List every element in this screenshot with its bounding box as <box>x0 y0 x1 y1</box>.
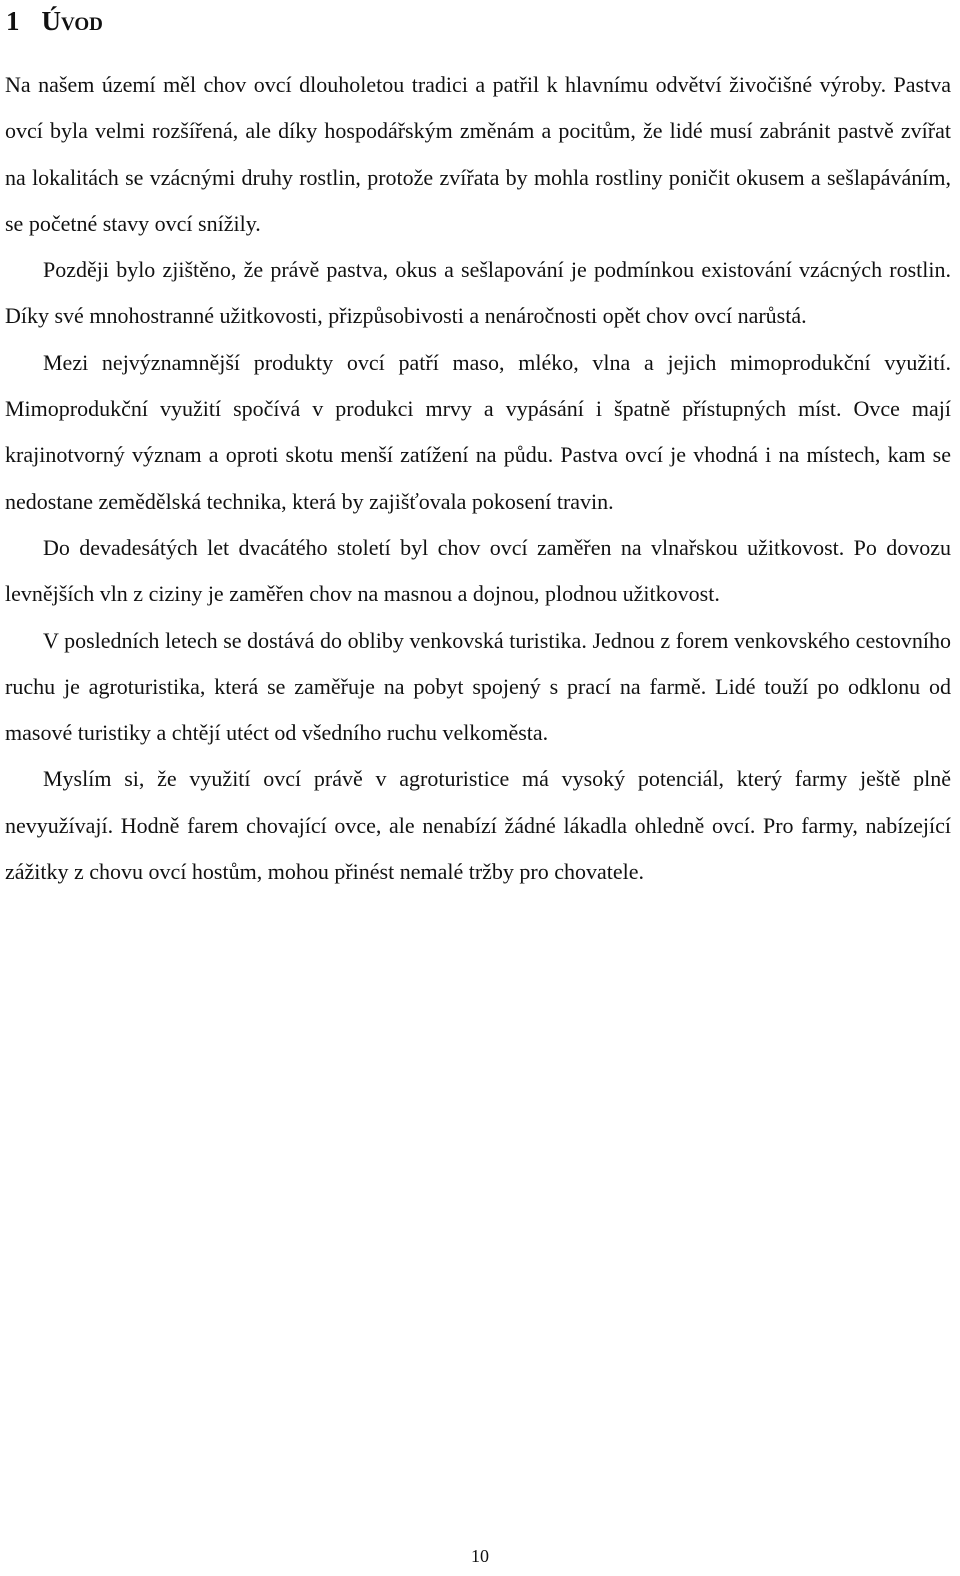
chapter-title: Úvod <box>41 6 103 36</box>
paragraph-opinion: Myslím si, že využití ovcí právě v agroturistice má vysoký potenciál, který farmy ještě plně nevyužívají. Hodně farem chovající ovce, ale nenabízí žádné lákadla ohledně ovcí. Pro farmy, nabízející zážitky z chovu ovcí hostům, mohou přinést nemalé tržby pro chovatele. <box>5 766 951 885</box>
chapter-heading <box>6 4 103 38</box>
paragraph-products: Mezi nejvýznamnější produkty ovcí patří maso, mléko, vlna a jejich mimoprodukční využití. Mimoprodukční využití spočívá v produkci mrvy a vypásání i špatně přístupných míst. Ovce mají krajinotvorný význam a oproti skotu menší zatížení na půdu. Pastva ovcí je vhodná i na místech, kam se nedostane zemědělská technika, která by zajišťovala pokosení travin. <box>5 349 951 514</box>
chapter-body <box>5 62 951 895</box>
paragraph-intro: Na našem území měl chov ovcí dlouholetou tradici a patřil k hlavnímu odvětví živočišné výroby. Pastva ovcí byla velmi rozšířená, ale díky hospodářským změnám a pocitům, že lidé musí zabránit pastvě zvířat na lokalitách se vzácnými druhy rostlin, protože zvířata by mohla rostliny poničit okusem a sešlapáváním, se početné stavy ovcí snížily. <box>5 72 951 236</box>
paragraph-tourism: V posledních letech se dostává do obliby venkovská turistika. Jednou z forem venkovského cestovního ruchu je agroturistika, která se zaměřuje na pobyt spojený s prací na farmě. Lidé touží po odklonu od masové turistiky a chtějí utéct od všedního ruchu velkoměsta. <box>5 627 951 746</box>
paragraph-discovery: Později bylo zjištěno, že právě pastva, okus a sešlapování je podmínkou existování vzácných rostlin. Díky své mnohostranné užitkovosti, přizpůsobivosti a nenáročnosti opět chov ovcí narůstá. <box>5 257 951 329</box>
chapter-number: 1 <box>6 6 20 36</box>
paragraph-history: Do devadesátých let dvacátého století byl chov ovcí zaměřen na vlnařskou užitkovost. Po dovozu levnějších vln z ciziny je zaměřen chov na masnou a dojnou, plodnou užitkovost. <box>5 534 951 607</box>
page-number: 10 <box>471 1546 489 1566</box>
